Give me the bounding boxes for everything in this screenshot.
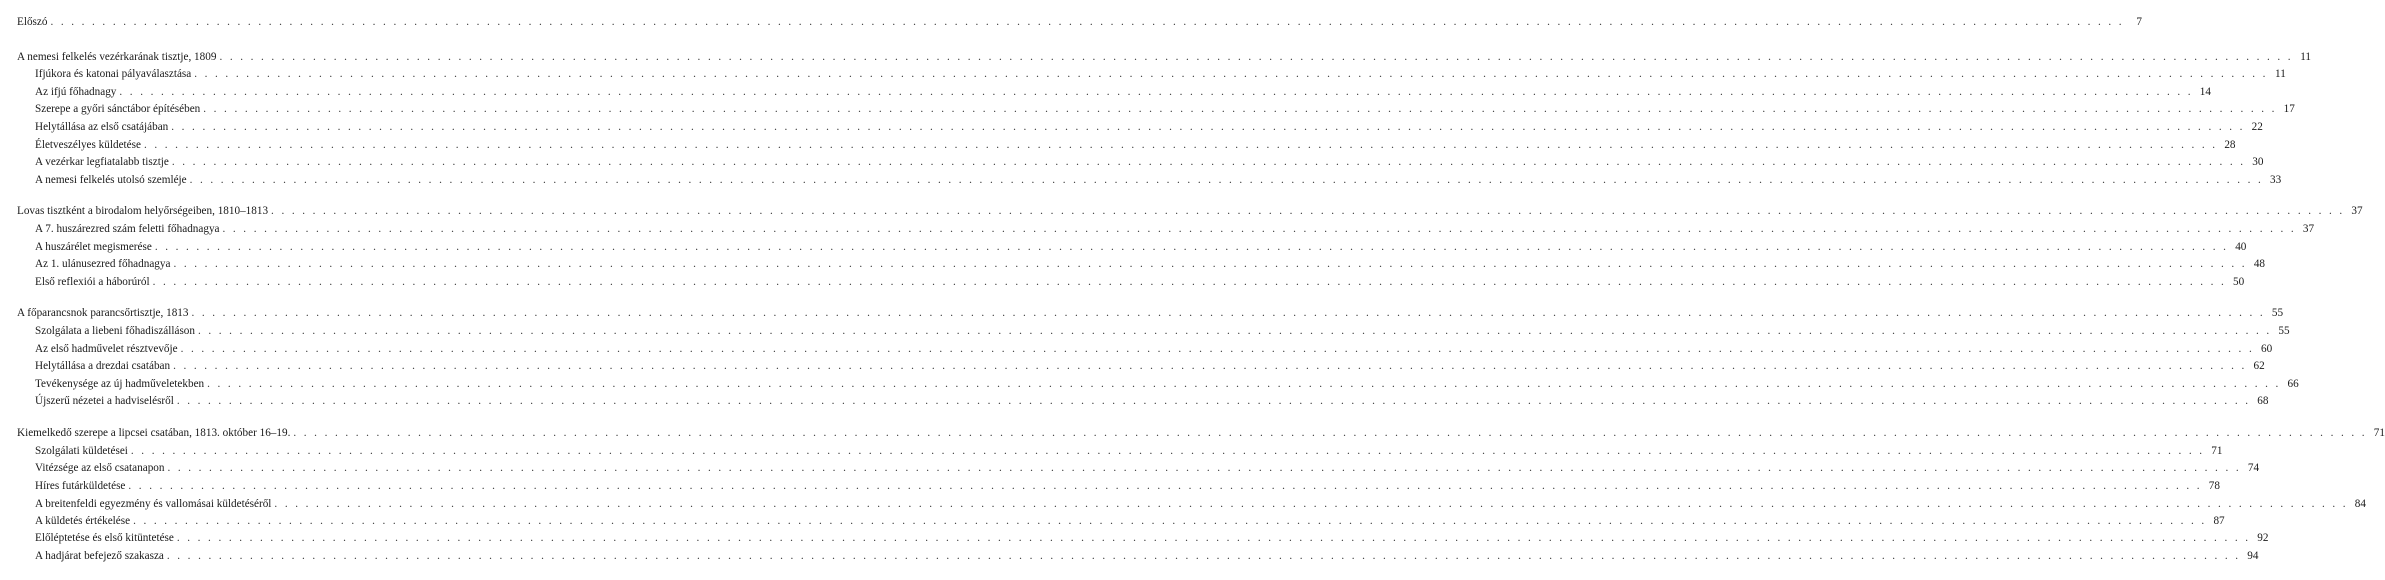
toc-entry-title: Helytállása az első csatájában <box>35 121 169 133</box>
toc-page-number: 33 <box>2270 174 2282 186</box>
toc-page-number: 28 <box>2224 139 2236 151</box>
toc-section-entry[interactable] <box>35 119 2263 135</box>
toc-entry-title: Ifjúkora és katonai pályaválasztása <box>35 68 192 80</box>
toc-section-entry[interactable] <box>35 358 2265 374</box>
toc-page-number: 92 <box>2257 532 2269 544</box>
toc-entry-title: Kiemelkedő szerepe a lipcsei csatában, 1813. október 16–19. <box>17 427 291 439</box>
dot-leader: . . . . . . . . . . . . . . . . . . . . . . . . . . . . . . . . . . . . . . . . . . . . . . . . . . . . . . . . . . . . . . . . . . . . . . . . . . . . . . . . . . . . . . . . . . . . . . . . . . . . . . . . . . . . . . . . . . . . . . . . . . . . . . . . . . . . . . . . . . . . . . . . . . . . . . . . . . . . . . . . . . . . . . . . . . . . . . . . . . . . . . . . . . . . . . . . . . . . . . . . <box>207 378 2281 390</box>
toc-entry-title: A huszárélet megismerése <box>35 241 152 253</box>
toc-entry-title: Előléptetése és első kitüntetése <box>35 532 174 544</box>
toc-section-entry[interactable] <box>35 154 2264 170</box>
toc-page-number: 74 <box>2247 462 2260 474</box>
toc-entry-title: Előszó <box>17 16 48 28</box>
dot-leader: . . . . . . . . . . . . . . . . . . . . . . . . . . . . . . . . . . . . . . . . . . . . . . . . . . . . . . . . . . . . . . . . . . . . . . . . . . . . . . . . . . . . . . . . . . . . . . . . . . . . . . . . . . . . . . . . . . . . . . . . . . . . . . . . . . . . . . . . . . . . . . . . . . . . . . . . . . . . . . . . . . . . . . . . . . . . . . . . . . . . . . . . . . . . . . . . . . . . . . . . <box>152 276 2227 288</box>
toc-page-number: 66 <box>2287 378 2299 390</box>
toc-entry-title: Első reflexiói a háborúról <box>35 276 150 288</box>
toc-page-number: 55 <box>2271 307 2284 319</box>
toc-chapter-entry[interactable] <box>17 203 2363 219</box>
toc-page-number: 62 <box>2253 360 2265 372</box>
toc-page-number: 71 <box>2373 427 2385 439</box>
toc-entry-title: Szolgálata a liebeni főhadiszálláson <box>35 325 195 337</box>
dot-leader: . . . . . . . . . . . . . . . . . . . . . . . . . . . . . . . . . . . . . . . . . . . . . . . . . . . . . . . . . . . . . . . . . . . . . . . . . . . . . . . . . . . . . . . . . . . . . . . . . . . . . . . . . . . . . . . . . . . . . . . . . . . . . . . . . . . . . . . . . . . . . . . . . . . . . . . . . . . . . . . . . . . . . . . . . . . . . . . . . . . . . . . . . . . . . . . . . . . . . . . . <box>166 550 2241 562</box>
toc-entry-title: Helytállása a drezdai csatában <box>35 360 171 372</box>
toc-section-entry[interactable] <box>35 256 2265 272</box>
toc-chapter-entry[interactable] <box>17 305 2284 321</box>
toc-page-number: 30 <box>2252 156 2264 168</box>
toc-section-entry[interactable] <box>35 496 2366 512</box>
dot-leader: . . . . . . . . . . . . . . . . . . . . . . . . . . . . . . . . . . . . . . . . . . . . . . . . . . . . . . . . . . . . . . . . . . . . . . . . . . . . . . . . . . . . . . . . . . . . . . . . . . . . . . . . . . . . . . . . . . . . . . . . . . . . . . . . . . . . . . . . . . . . . . . . . . . . . . . . . . . . . . . . . . . . . . . . . . . . . . . . . . . . . . . . . . . . . . . . . . . . . . . . <box>50 16 2125 28</box>
toc-page-number: 78 <box>2208 480 2220 492</box>
toc-section-entry[interactable] <box>35 221 2315 237</box>
toc-entry-title: A vezérkar legfiatalabb tisztje <box>35 156 169 168</box>
toc-entry-title: A nemesi felkelés utolsó szemléje <box>35 174 187 186</box>
toc-page-number: 84 <box>2354 498 2366 510</box>
dot-leader: . . . . . . . . . . . . . . . . . . . . . . . . . . . . . . . . . . . . . . . . . . . . . . . . . . . . . . . . . . . . . . . . . . . . . . . . . . . . . . . . . . . . . . . . . . . . . . . . . . . . . . . . . . . . . . . . . . . . . . . . . . . . . . . . . . . . . . . . . . . . . . . . . . . . . . . . . . . . . . . . . . . . . . . . . . . . . . . . . . . . . . . . . . . . . . . . . . . . . . . . <box>176 532 2251 544</box>
dot-leader: . . . . . . . . . . . . . . . . . . . . . . . . . . . . . . . . . . . . . . . . . . . . . . . . . . . . . . . . . . . . . . . . . . . . . . . . . . . . . . . . . . . . . . . . . . . . . . . . . . . . . . . . . . . . . . . . . . . . . . . . . . . . . . . . . . . . . . . . . . . . . . . . . . . . . . . . . . . . . . . . . . . . . . . . . . . . . . . . . . . . . . . . . . . . . . . . . . . . . . . . <box>173 258 2247 270</box>
toc-entry-title: Lovas tisztként a birodalom helyőrségeiben, 1810–1813 <box>17 205 269 217</box>
toc-section-entry[interactable] <box>35 137 2236 153</box>
toc-page-number: 40 <box>2235 241 2247 253</box>
toc-chapter-entry[interactable] <box>17 425 2385 441</box>
dot-leader: . . . . . . . . . . . . . . . . . . . . . . . . . . . . . . . . . . . . . . . . . . . . . . . . . . . . . . . . . . . . . . . . . . . . . . . . . . . . . . . . . . . . . . . . . . . . . . . . . . . . . . . . . . . . . . . . . . . . . . . . . . . . . . . . . . . . . . . . . . . . . . . . . . . . . . . . . . . . . . . . . . . . . . . . . . . . . . . . . . . . . . . . . . . . . . . . . . . . . . . . <box>167 462 2242 474</box>
toc-entry-title: A küldetés értékelése <box>35 515 131 527</box>
toc-page-number: 48 <box>2253 258 2265 270</box>
toc-section-entry[interactable] <box>35 341 2273 357</box>
dot-leader: . . . . . . . . . . . . . . . . . . . . . . . . . . . . . . . . . . . . . . . . . . . . . . . . . . . . . . . . . . . . . . . . . . . . . . . . . . . . . . . . . . . . . . . . . . . . . . . . . . . . . . . . . . . . . . . . . . . . . . . . . . . . . . . . . . . . . . . . . . . . . . . . . . . . . . . . . . . . . . . . . . . . . . . . . . . . . . . . . . . . . . . . . . . . . . . . . . . . . . . . <box>130 445 2205 457</box>
dot-leader: . . . . . . . . . . . . . . . . . . . . . . . . . . . . . . . . . . . . . . . . . . . . . . . . . . . . . . . . . . . . . . . . . . . . . . . . . . . . . . . . . . . . . . . . . . . . . . . . . . . . . . . . . . . . . . . . . . . . . . . . . . . . . . . . . . . . . . . . . . . . . . . . . . . . . . . . . . . . . . . . . . . . . . . . . . . . . . . . . . . . . . . . . . . . . . . . . . . . . . . . <box>128 480 2202 492</box>
toc-section-entry[interactable] <box>35 478 2220 494</box>
toc-entry-title: Az első hadművelet résztvevője <box>35 343 178 355</box>
toc-page-number: 17 <box>2283 103 2295 115</box>
toc-page-number: 55 <box>2278 325 2290 337</box>
dot-leader: . . . . . . . . . . . . . . . . . . . . . . . . . . . . . . . . . . . . . . . . . . . . . . . . . . . . . . . . . . . . . . . . . . . . . . . . . . . . . . . . . . . . . . . . . . . . . . . . . . . . . . . . . . . . . . . . . . . . . . . . . . . . . . . . . . . . . . . . . . . . . . . . . . . . . . . . . . . . . . . . . . . . . . . . . . . . . . . . . . . . . . . . . . . . . . . . . . . . . . . . <box>171 121 2245 133</box>
dot-leader: . . . . . . . . . . . . . . . . . . . . . . . . . . . . . . . . . . . . . . . . . . . . . . . . . . . . . . . . . . . . . . . . . . . . . . . . . . . . . . . . . . . . . . . . . . . . . . . . . . . . . . . . . . . . . . . . . . . . . . . . . . . . . . . . . . . . . . . . . . . . . . . . . . . . . . . . . . . . . . . . . . . . . . . . . . . . . . . . . . . . . . . . . . . . . . . . . . . . . . . . <box>143 139 2218 151</box>
dot-leader: . . . . . . . . . . . . . . . . . . . . . . . . . . . . . . . . . . . . . . . . . . . . . . . . . . . . . . . . . . . . . . . . . . . . . . . . . . . . . . . . . . . . . . . . . . . . . . . . . . . . . . . . . . . . . . . . . . . . . . . . . . . . . . . . . . . . . . . . . . . . . . . . . . . . . . . . . . . . . . . . . . . . . . . . . . . . . . . . . . . . . . . . . . . . . . . . . . . . . . . . <box>219 51 2293 63</box>
dot-leader: . . . . . . . . . . . . . . . . . . . . . . . . . . . . . . . . . . . . . . . . . . . . . . . . . . . . . . . . . . . . . . . . . . . . . . . . . . . . . . . . . . . . . . . . . . . . . . . . . . . . . . . . . . . . . . . . . . . . . . . . . . . . . . . . . . . . . . . . . . . . . . . . . . . . . . . . . . . . . . . . . . . . . . . . . . . . . . . . . . . . . . . . . . . . . . . . . . . . . . . . <box>198 325 2272 337</box>
toc-section-entry[interactable] <box>35 443 2223 459</box>
toc-page-number: 37 <box>2351 205 2363 217</box>
toc-entry-title: Szolgálati küldetései <box>35 445 128 457</box>
toc-section-entry[interactable] <box>35 84 2211 100</box>
toc-section-entry[interactable] <box>35 172 2282 188</box>
dot-leader: . . . . . . . . . . . . . . . . . . . . . . . . . . . . . . . . . . . . . . . . . . . . . . . . . . . . . . . . . . . . . . . . . . . . . . . . . . . . . . . . . . . . . . . . . . . . . . . . . . . . . . . . . . . . . . . . . . . . . . . . . . . . . . . . . . . . . . . . . . . . . . . . . . . . . . . . . . . . . . . . . . . . . . . . . . . . . . . . . . . . . . . . . . . . . . . . . . . . . . . . <box>203 103 2277 115</box>
dot-leader: . . . . . . . . . . . . . . . . . . . . . . . . . . . . . . . . . . . . . . . . . . . . . . . . . . . . . . . . . . . . . . . . . . . . . . . . . . . . . . . . . . . . . . . . . . . . . . . . . . . . . . . . . . . . . . . . . . . . . . . . . . . . . . . . . . . . . . . . . . . . . . . . . . . . . . . . . . . . . . . . . . . . . . . . . . . . . . . . . . . . . . . . . . . . . . . . . . . . . . . . <box>293 427 2367 439</box>
toc-entry-title: Az ifjú főhadnagy <box>35 86 117 98</box>
toc-page-number: 11 <box>2300 51 2311 63</box>
dot-leader: . . . . . . . . . . . . . . . . . . . . . . . . . . . . . . . . . . . . . . . . . . . . . . . . . . . . . . . . . . . . . . . . . . . . . . . . . . . . . . . . . . . . . . . . . . . . . . . . . . . . . . . . . . . . . . . . . . . . . . . . . . . . . . . . . . . . . . . . . . . . . . . . . . . . . . . . . . . . . . . . . . . . . . . . . . . . . . . . . . . . . . . . . . . . . . . . . . . . . . . . <box>222 223 2297 235</box>
dot-leader: . . . . . . . . . . . . . . . . . . . . . . . . . . . . . . . . . . . . . . . . . . . . . . . . . . . . . . . . . . . . . . . . . . . . . . . . . . . . . . . . . . . . . . . . . . . . . . . . . . . . . . . . . . . . . . . . . . . . . . . . . . . . . . . . . . . . . . . . . . . . . . . . . . . . . . . . . . . . . . . . . . . . . . . . . . . . . . . . . . . . . . . . . . . . . . . . . . . . . . . . <box>271 205 2345 217</box>
toc-entry-title: A főparancsnok parancsőrtisztje, 1813 <box>17 307 189 319</box>
dot-leader: . . . . . . . . . . . . . . . . . . . . . . . . . . . . . . . . . . . . . . . . . . . . . . . . . . . . . . . . . . . . . . . . . . . . . . . . . . . . . . . . . . . . . . . . . . . . . . . . . . . . . . . . . . . . . . . . . . . . . . . . . . . . . . . . . . . . . . . . . . . . . . . . . . . . . . . . . . . . . . . . . . . . . . . . . . . . . . . . . . . . . . . . . . . . . . . . . . . . . . . . <box>274 498 2348 510</box>
dot-leader: . . . . . . . . . . . . . . . . . . . . . . . . . . . . . . . . . . . . . . . . . . . . . . . . . . . . . . . . . . . . . . . . . . . . . . . . . . . . . . . . . . . . . . . . . . . . . . . . . . . . . . . . . . . . . . . . . . . . . . . . . . . . . . . . . . . . . . . . . . . . . . . . . . . . . . . . . . . . . . . . . . . . . . . . . . . . . . . . . . . . . . . . . . . . . . . . . . . . . . . . <box>194 68 2268 80</box>
toc-section-entry[interactable] <box>35 376 2299 392</box>
toc-page-number: 60 <box>2260 343 2273 355</box>
toc-page-number: 94 <box>2247 550 2259 562</box>
dot-leader: . . . . . . . . . . . . . . . . . . . . . . . . . . . . . . . . . . . . . . . . . . . . . . . . . . . . . . . . . . . . . . . . . . . . . . . . . . . . . . . . . . . . . . . . . . . . . . . . . . . . . . . . . . . . . . . . . . . . . . . . . . . . . . . . . . . . . . . . . . . . . . . . . . . . . . . . . . . . . . . . . . . . . . . . . . . . . . . . . . . . . . . . . . . . . . . . . . . . . . . . <box>189 174 2264 186</box>
toc-entry-title: Híres futárküldetése <box>35 480 126 492</box>
toc-section-entry[interactable] <box>35 239 2247 255</box>
toc-section-entry[interactable] <box>35 66 2286 82</box>
dot-leader: . . . . . . . . . . . . . . . . . . . . . . . . . . . . . . . . . . . . . . . . . . . . . . . . . . . . . . . . . . . . . . . . . . . . . . . . . . . . . . . . . . . . . . . . . . . . . . . . . . . . . . . . . . . . . . . . . . . . . . . . . . . . . . . . . . . . . . . . . . . . . . . . . . . . . . . . . . . . . . . . . . . . . . . . . . . . . . . . . . . . . . . . . . . . . . . . . . . . . . . . <box>176 395 2251 407</box>
toc-page-number: 11 <box>2275 68 2286 80</box>
toc-page-number: 68 <box>2257 395 2269 407</box>
toc-section-entry[interactable] <box>35 530 2269 546</box>
toc-section-entry[interactable] <box>35 323 2290 339</box>
toc-chapter-entry[interactable] <box>17 14 2143 30</box>
dot-leader: . . . . . . . . . . . . . . . . . . . . . . . . . . . . . . . . . . . . . . . . . . . . . . . . . . . . . . . . . . . . . . . . . . . . . . . . . . . . . . . . . . . . . . . . . . . . . . . . . . . . . . . . . . . . . . . . . . . . . . . . . . . . . . . . . . . . . . . . . . . . . . . . . . . . . . . . . . . . . . . . . . . . . . . . . . . . . . . . . . . . . . . . . . . . . . . . . . . . . . . . <box>133 515 2207 527</box>
dot-leader: . . . . . . . . . . . . . . . . . . . . . . . . . . . . . . . . . . . . . . . . . . . . . . . . . . . . . . . . . . . . . . . . . . . . . . . . . . . . . . . . . . . . . . . . . . . . . . . . . . . . . . . . . . . . . . . . . . . . . . . . . . . . . . . . . . . . . . . . . . . . . . . . . . . . . . . . . . . . . . . . . . . . . . . . . . . . . . . . . . . . . . . . . . . . . . . . . . . . . . . . <box>173 360 2247 372</box>
toc-entry-title: Életveszélyes küldetése <box>35 139 141 151</box>
toc-entry-title: A breitenfeldi egyezmény és vallomásai küldetéséről <box>35 498 272 510</box>
toc-page-number: 7 <box>2136 16 2143 28</box>
toc-section-entry[interactable] <box>35 548 2259 564</box>
toc-entry-title: A hadjárat befejező szakasza <box>35 550 164 562</box>
toc-entry-title: Szerepe a győri sánctábor építésében <box>35 103 201 115</box>
toc-section-entry[interactable] <box>35 274 2245 290</box>
dot-leader: . . . . . . . . . . . . . . . . . . . . . . . . . . . . . . . . . . . . . . . . . . . . . . . . . . . . . . . . . . . . . . . . . . . . . . . . . . . . . . . . . . . . . . . . . . . . . . . . . . . . . . . . . . . . . . . . . . . . . . . . . . . . . . . . . . . . . . . . . . . . . . . . . . . . . . . . . . . . . . . . . . . . . . . . . . . . . . . . . . . . . . . . . . . . . . . . . . . . . . . . <box>154 241 2229 253</box>
toc-page-number: 14 <box>2199 86 2211 98</box>
toc-chapter-entry[interactable] <box>17 49 2311 65</box>
toc-entry-title: A 7. huszárezred szám feletti főhadnagya <box>35 223 220 235</box>
toc-section-entry[interactable] <box>35 393 2269 409</box>
toc-section-entry[interactable] <box>35 101 2295 117</box>
toc-entry-title: Tevékenysége az új hadműveletekben <box>35 378 205 390</box>
dot-leader: . . . . . . . . . . . . . . . . . . . . . . . . . . . . . . . . . . . . . . . . . . . . . . . . . . . . . . . . . . . . . . . . . . . . . . . . . . . . . . . . . . . . . . . . . . . . . . . . . . . . . . . . . . . . . . . . . . . . . . . . . . . . . . . . . . . . . . . . . . . . . . . . . . . . . . . . . . . . . . . . . . . . . . . . . . . . . . . . . . . . . . . . . . . . . . . . . . . . . . . . <box>119 86 2193 98</box>
dot-leader: . . . . . . . . . . . . . . . . . . . . . . . . . . . . . . . . . . . . . . . . . . . . . . . . . . . . . . . . . . . . . . . . . . . . . . . . . . . . . . . . . . . . . . . . . . . . . . . . . . . . . . . . . . . . . . . . . . . . . . . . . . . . . . . . . . . . . . . . . . . . . . . . . . . . . . . . . . . . . . . . . . . . . . . . . . . . . . . . . . . . . . . . . . . . . . . . . . . . . . . . <box>180 343 2255 355</box>
toc-entry-title: A nemesi felkelés vezérkarának tisztje, 1809 <box>17 51 217 63</box>
toc-page-number: 50 <box>2233 276 2245 288</box>
toc-entry-title: Újszerű nézetei a hadviselésről <box>35 395 174 407</box>
toc-page-number: 71 <box>2211 445 2223 457</box>
dot-leader: . . . . . . . . . . . . . . . . . . . . . . . . . . . . . . . . . . . . . . . . . . . . . . . . . . . . . . . . . . . . . . . . . . . . . . . . . . . . . . . . . . . . . . . . . . . . . . . . . . . . . . . . . . . . . . . . . . . . . . . . . . . . . . . . . . . . . . . . . . . . . . . . . . . . . . . . . . . . . . . . . . . . . . . . . . . . . . . . . . . . . . . . . . . . . . . . . . . . . . . . <box>171 156 2246 168</box>
toc-page-number: 22 <box>2251 121 2263 133</box>
toc-page-number: 87 <box>2213 515 2225 527</box>
dot-leader: . . . . . . . . . . . . . . . . . . . . . . . . . . . . . . . . . . . . . . . . . . . . . . . . . . . . . . . . . . . . . . . . . . . . . . . . . . . . . . . . . . . . . . . . . . . . . . . . . . . . . . . . . . . . . . . . . . . . . . . . . . . . . . . . . . . . . . . . . . . . . . . . . . . . . . . . . . . . . . . . . . . . . . . . . . . . . . . . . . . . . . . . . . . . . . . . . . . . . . . . <box>191 307 2266 319</box>
toc-page-number: 37 <box>2302 223 2315 235</box>
toc-section-entry[interactable] <box>35 513 2225 529</box>
toc-entry-title: Az 1. ulánusezred főhadnagya <box>35 258 171 270</box>
toc-section-entry[interactable] <box>35 460 2260 476</box>
toc-entry-title: Vitézsége az első csatanapon <box>35 462 165 474</box>
